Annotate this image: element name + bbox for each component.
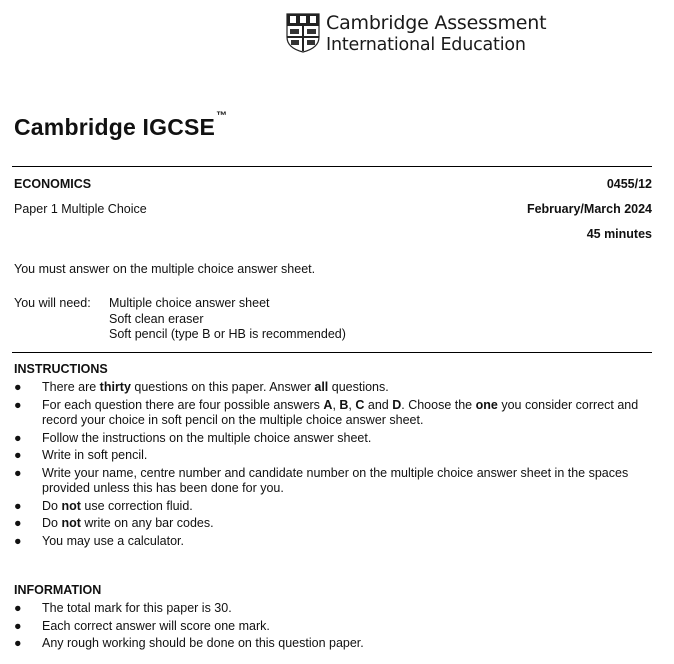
exam-duration: 45 minutes [586, 227, 652, 241]
instructions-item-text: D [392, 397, 402, 412]
bullet-icon: ● [14, 601, 22, 615]
header-bottom-rule [12, 352, 652, 353]
instructions-item-text: one [475, 397, 498, 412]
instructions-item [14, 398, 659, 429]
instructions-item-text: you consider correct and record your choice in soft pencil on the multiple choice answer sheet. [42, 397, 639, 427]
instructions-item-text: thirty [99, 380, 131, 394]
component-code: 0455/12 [606, 177, 652, 191]
instructions-item-text: Do [42, 498, 62, 513]
instructions-item-text: questions. [328, 380, 389, 394]
information-item [14, 636, 659, 652]
need-item: Soft clean eraser [109, 312, 204, 326]
logo-line-1: Cambridge Assessment [326, 12, 547, 34]
instructions-item-text: C [355, 397, 365, 412]
information-item-text: The total mark for this paper is 30. [42, 601, 232, 615]
instructions-item-text: . Choose the [401, 397, 476, 412]
bullet-icon: ● [14, 533, 22, 548]
instructions-heading: INSTRUCTIONS [14, 362, 108, 376]
instructions-item-text: , [348, 397, 356, 412]
qualification-title [14, 110, 228, 141]
bullet-icon: ● [14, 636, 22, 650]
header-top-rule [12, 166, 652, 167]
bullet-icon: ● [14, 498, 22, 513]
answer-note: You must answer on the multiple choice answer sheet. [14, 262, 316, 276]
instructions-item-text: Do [42, 516, 62, 530]
exam-session: February/March 2024 [526, 202, 652, 216]
cambridge-logo [286, 13, 546, 56]
instructions-item-text: write on any bar codes. [80, 516, 214, 530]
bullet-icon: ● [14, 380, 22, 394]
instructions-item-text: Follow the instructions on the multiple choice answer sheet. [42, 430, 372, 445]
instructions-list [14, 380, 659, 551]
need-item: Soft pencil (type B or HB is recommended) [109, 327, 346, 341]
instructions-item-text: not [61, 516, 81, 530]
information-list [14, 601, 659, 654]
bullet-icon: ● [14, 618, 22, 633]
instructions-item-text: There are [42, 380, 100, 394]
paper-name: Paper 1 Multiple Choice [14, 202, 147, 216]
need-item: Multiple choice answer sheet [109, 296, 270, 310]
instructions-item [14, 431, 659, 447]
information-item-text: Each correct answer will score one mark. [42, 618, 270, 633]
instructions-item-text: Write in soft pencil. [42, 448, 148, 462]
logo-line-2: International Education [326, 35, 526, 55]
need-label: You will need: [14, 296, 91, 310]
instructions-item-text: and [364, 397, 393, 412]
instructions-item [14, 534, 659, 550]
bullet-icon: ● [14, 465, 22, 480]
bullet-icon: ● [14, 397, 22, 412]
instructions-item-text: not [61, 498, 81, 513]
instructions-item-text: all [314, 380, 329, 394]
information-heading: INFORMATION [14, 583, 102, 597]
bullet-icon: ● [14, 430, 22, 445]
instructions-item-text: use correction fluid. [80, 498, 193, 513]
instructions-item [14, 466, 659, 497]
bullet-icon: ● [14, 516, 22, 530]
information-item [14, 601, 659, 617]
information-item-text: Any rough working should be done on this question paper. [42, 636, 364, 650]
instructions-item [14, 499, 659, 515]
instructions-item-text: B [339, 397, 349, 412]
information-item [14, 619, 659, 635]
instructions-item-text: , [332, 397, 340, 412]
instructions-item-text: A [323, 397, 333, 412]
cambridge-crest-icon [286, 13, 320, 53]
qualification-name: Cambridge IGCSE [14, 114, 216, 140]
subject: ECONOMICS [14, 177, 92, 191]
instructions-item [14, 448, 659, 464]
instructions-item [14, 380, 659, 396]
trademark: ™ [216, 110, 228, 122]
bullet-icon: ● [14, 448, 22, 462]
instructions-item-text: For each question there are four possible answers [42, 397, 324, 412]
instructions-item-text: You may use a calculator. [42, 533, 184, 548]
instructions-item-text: questions on this paper. Answer [130, 380, 315, 394]
instructions-item [14, 516, 659, 532]
instructions-item-text: Write your name, centre number and candidate number on the multiple choice answer sheet in the spaces provided unless this has been done for you. [42, 465, 629, 495]
